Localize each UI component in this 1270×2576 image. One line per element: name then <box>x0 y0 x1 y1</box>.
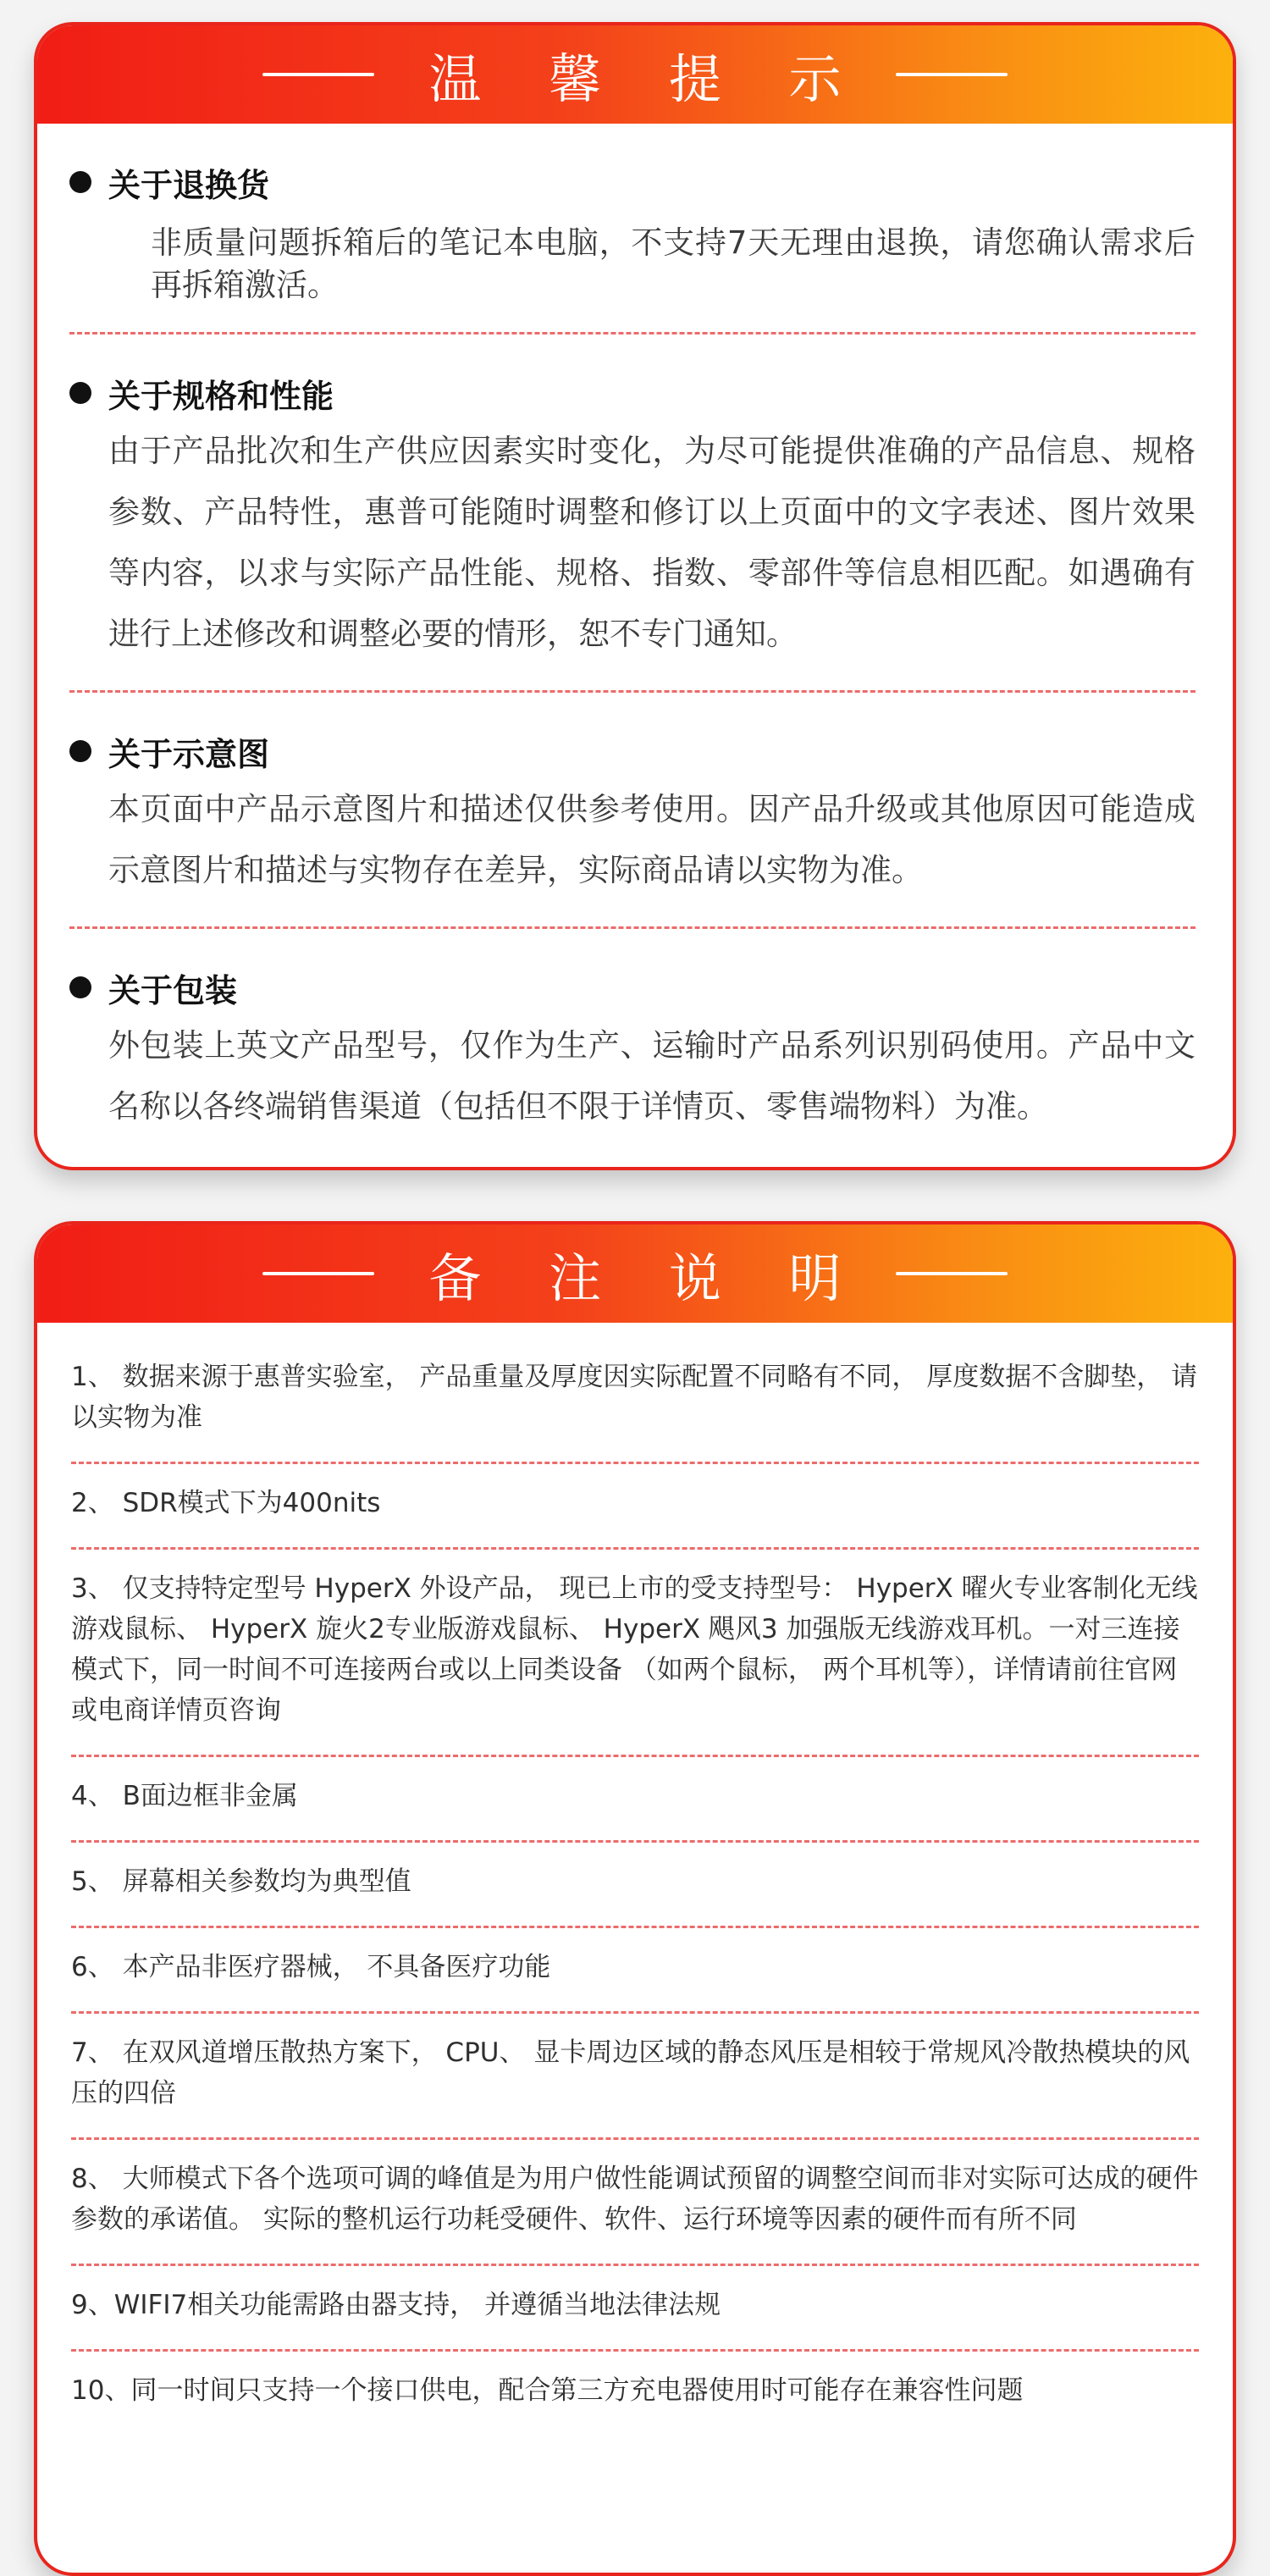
note-item: 4、 B面边框非金属 <box>71 1757 1199 1843</box>
note-item: 1、 数据来源于惠普实验室， 产品重量及厚度因实际配置不同略有不同， 厚度数据不含脚垫， 请以实物为准 <box>71 1323 1199 1464</box>
warm-tips-title: 温 馨 提 示 <box>428 47 867 110</box>
remarks-header <box>37 1224 1233 1323</box>
warm-tips-card <box>34 22 1236 1170</box>
bullet-icon <box>69 382 91 404</box>
note-item: 10、同一时间只支持一个接口供电，配合第三方充电器使用时可能存在兼容性问题 <box>71 2375 1024 2406</box>
note-item: 6、 本产品非医疗器械， 不具备医疗功能 <box>71 1928 1199 2014</box>
tip-packaging <box>69 929 1195 1163</box>
tip-illustration-text: 本页面中产品示意图片和描述仅供参考使用。因产品升级或其他原因可能造成示意图片和描述与实物存在差异，实际商品请以实物为准。 <box>108 791 1195 888</box>
tip-illustration-title: 关于示意图 <box>108 735 270 773</box>
note-item: 7、 在双风道增压散热方案下， CPU、 显卡周边区域的静态风压是相较于常规风冷散热模块的风压的四倍 <box>71 2014 1199 2140</box>
header-line-right <box>896 73 1008 76</box>
remarks-title: 备 注 说 明 <box>428 1247 867 1309</box>
tip-specs-head <box>69 372 1195 414</box>
tip-specs <box>69 334 1195 693</box>
note-item: 5、 屏幕相关参数均为典型值 <box>71 1843 1199 1928</box>
bullet-icon <box>69 171 91 193</box>
warm-tips-body <box>37 124 1233 1163</box>
tip-illustration <box>69 693 1195 929</box>
bullet-icon <box>69 976 91 998</box>
tip-packaging-text: 外包装上英文产品型号，仅作为生产、运输时产品系列识别码使用。产品中文名称以各终端销售渠道（包括但不限于详情页、零售端物料）为准。 <box>108 1027 1195 1125</box>
header-line-left <box>262 1272 374 1275</box>
bullet-icon <box>69 740 91 762</box>
tip-specs-text: 由于产品批次和生产供应因素实时变化，为尽可能提供准确的产品信息、规格参数、产品特性，惠普可能随时调整和修订以上页面中的文字表述、图片效果等内容，以求与实际产品性能、规格、指数、零部件等信息相匹配。如遇确有进行上述修改和调整必要的情形，恕不专门通知。 <box>108 433 1195 652</box>
tip-returns <box>69 124 1195 334</box>
tip-packaging-head <box>69 966 1195 1009</box>
tip-specs-title: 关于规格和性能 <box>108 377 334 415</box>
header-line-right <box>896 1272 1008 1275</box>
note-item: 2、 SDR模式下为400nits <box>71 1464 1199 1550</box>
note-item: 9、WIFI7相关功能需路由器支持， 并遵循当地法律法规 <box>71 2266 1199 2352</box>
tip-packaging-title: 关于包装 <box>108 971 238 1009</box>
remarks-body <box>37 1323 1233 2435</box>
note-item: 8、 大师模式下各个选项可调的峰值是为用户做性能调试预留的调整空间而非对实际可达成的硬件参数的承诺值。 实际的整机运行功耗受硬件、软件、运行环境等因素的硬件而有所不同 <box>71 2140 1199 2266</box>
note-item: 3、 仅支持特定型号 HyperX 外设产品， 现已上市的受支持型号： HyperX 曜火专业客制化无线游戏鼠标、 HyperX 旋火2专业版游戏鼠标、 HyperX 飓风3 加强版无线游戏耳机。一对三连接模式下，同一时间不可连接两台或以上同类设备 （如两个鼠标， 两个耳机等），详情请前往官网或电商详情页咨询 <box>71 1550 1199 1757</box>
tip-returns-text: 非质量问题拆箱后的笔记本电脑，不支持7天无理由退换，请您确认需求后再拆箱激活。 <box>151 224 1195 303</box>
tip-returns-title: 关于退换货 <box>108 166 270 204</box>
warm-tips-header <box>37 25 1233 124</box>
tip-returns-head <box>69 161 1195 203</box>
header-line-left <box>262 73 374 76</box>
tip-illustration-head <box>69 730 1195 772</box>
remarks-card <box>34 1221 1236 2576</box>
